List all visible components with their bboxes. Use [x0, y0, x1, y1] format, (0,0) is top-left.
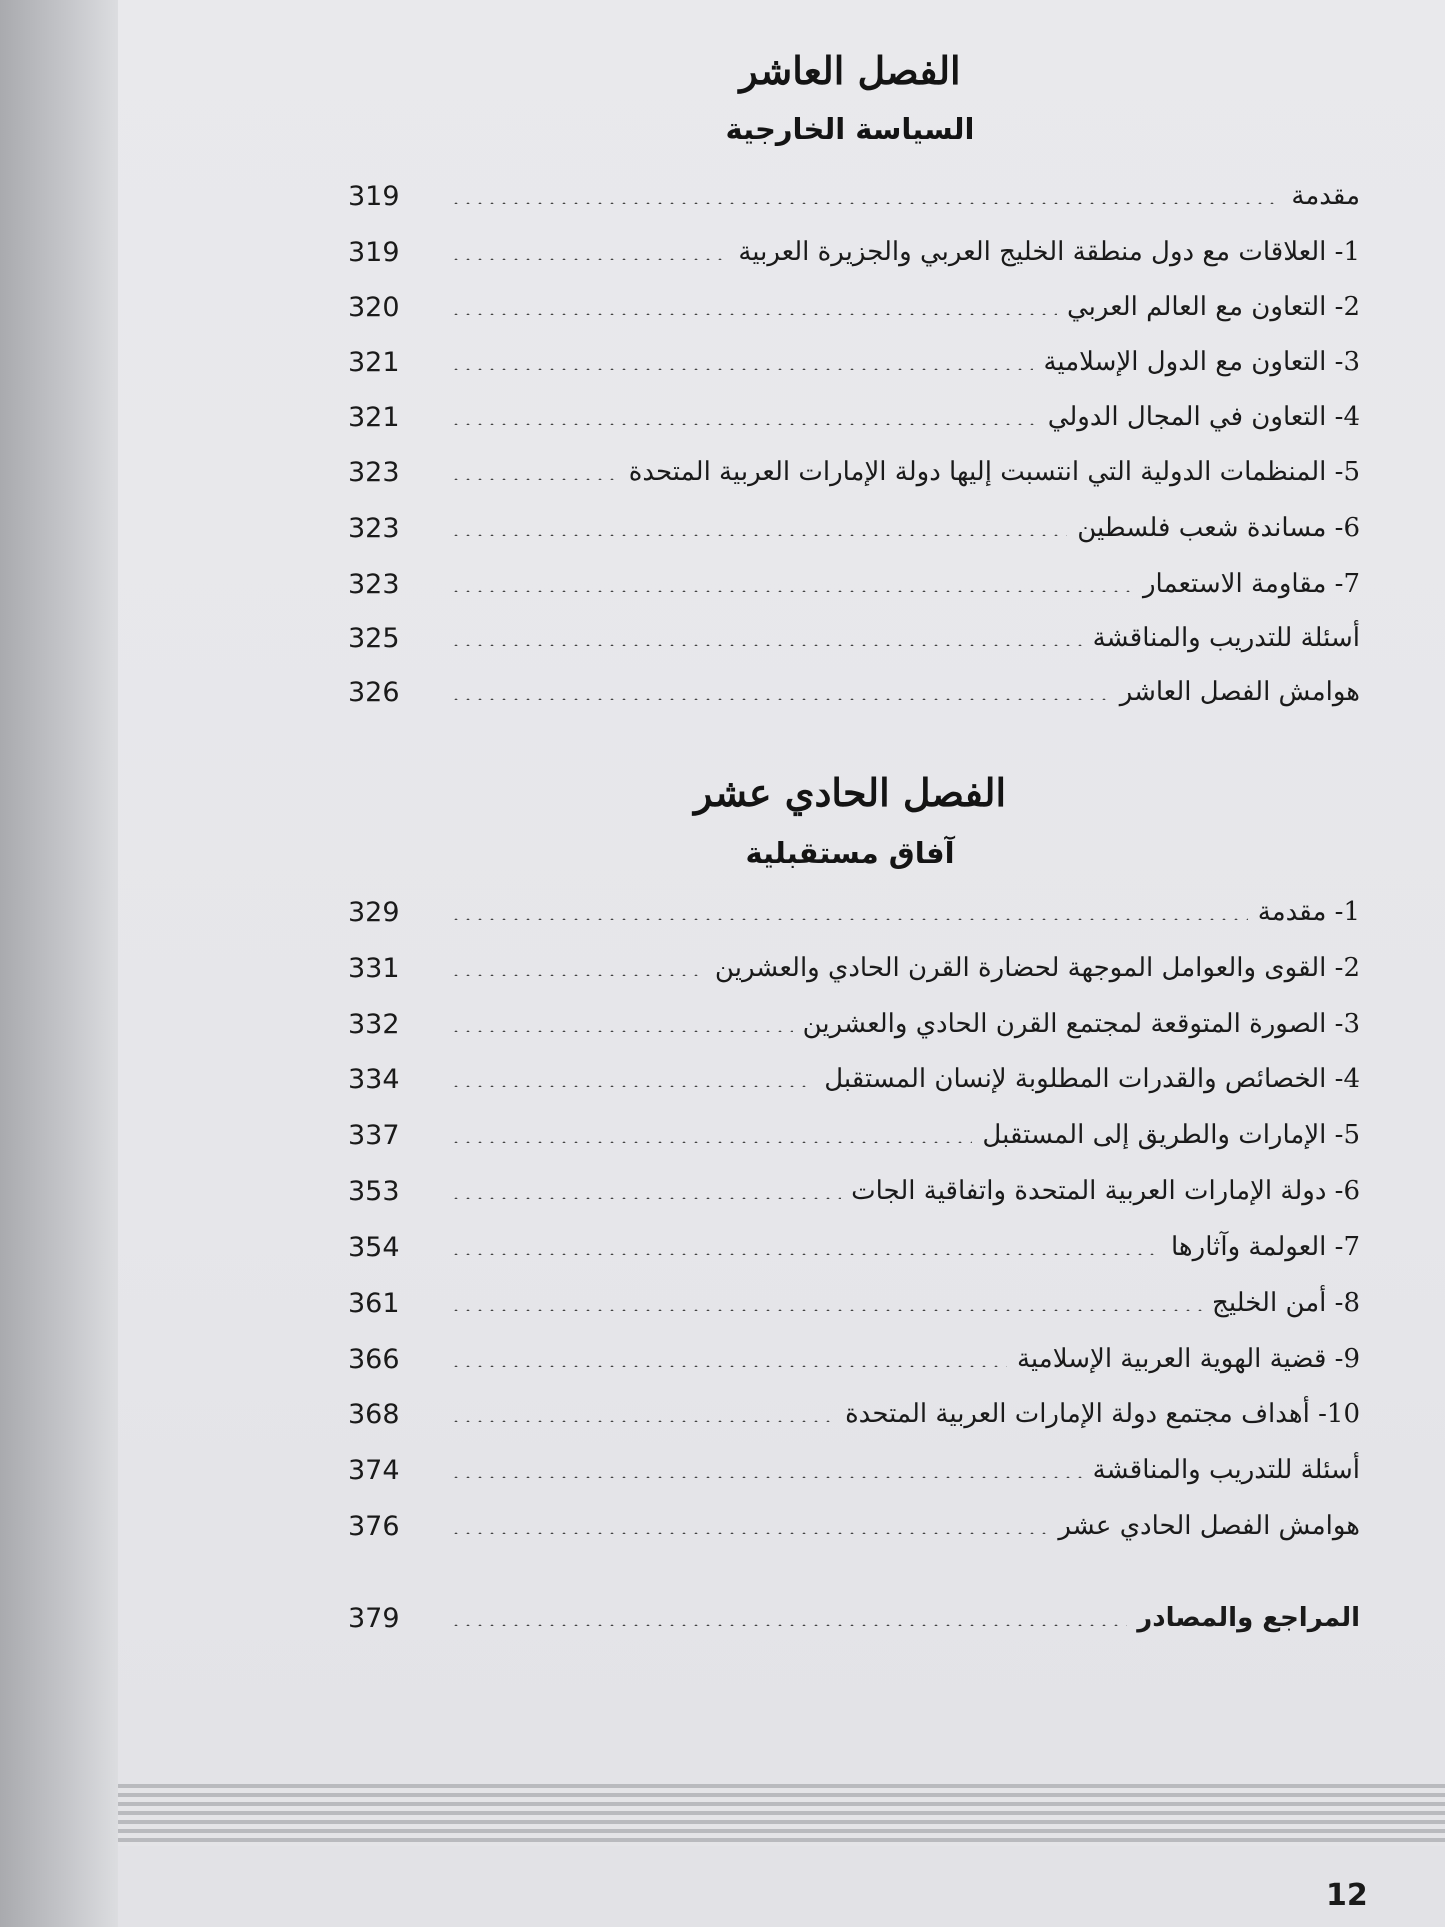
toc-entry-label: 1- مقدمة [1257, 897, 1360, 927]
toc-entry-label: 5- المنظمات الدولية التي انتسبت إليها دولة الإمارات العربية المتحدة [628, 457, 1360, 487]
toc-entry [340, 393, 1360, 441]
toc-entry [340, 1279, 1360, 1327]
leader-dots [450, 1476, 1083, 1478]
toc-entry-page: 323 [348, 456, 400, 488]
toc-entry-page: 319 [348, 236, 400, 268]
toc-entry-page: 353 [348, 1175, 400, 1207]
toc-entry-page: 379 [348, 1602, 400, 1634]
toc-entry [340, 448, 1360, 496]
leader-dots [450, 313, 1057, 315]
chapter-11-subtitle: آفاق مستقبلية [745, 836, 955, 870]
leader-dots [450, 534, 1067, 536]
toc-entry-page: 320 [348, 291, 400, 323]
leader-dots [450, 368, 1033, 370]
leader-dots [450, 644, 1083, 646]
toc-entry [340, 338, 1360, 386]
toc-entry-label: 3- الصورة المتوقعة لمجتمع القرن الحادي والعشرين [802, 1009, 1360, 1039]
leader-dots [450, 423, 1038, 425]
toc-entry-label: 3- التعاون مع الدول الإسلامية [1043, 347, 1360, 377]
toc-entry-label: 1- العلاقات مع دول منطقة الخليج العربي والجزيرة العربية [738, 237, 1360, 267]
toc-entry-label: 7- مقاومة الاستعمار [1142, 569, 1360, 599]
toc-entry-page: 319 [348, 180, 400, 212]
toc-entry [340, 614, 1360, 662]
leader-dots [450, 202, 1281, 204]
toc-entry-page: 332 [348, 1008, 400, 1040]
toc-entry-page: 334 [348, 1063, 400, 1095]
leader-dots [450, 1309, 1202, 1311]
toc-entry-label: 8- أمن الخليج [1212, 1288, 1360, 1318]
table-of-contents [340, 0, 1360, 1700]
toc-entry [340, 228, 1360, 276]
leader-dots [450, 918, 1248, 920]
toc-entry-label: 9- قضية الهوية العربية الإسلامية [1016, 1344, 1360, 1374]
leader-dots [450, 478, 619, 480]
toc-entry [340, 1223, 1360, 1271]
toc-entry-label: 10- أهداف مجتمع دولة الإمارات العربية المتحدة [845, 1399, 1360, 1429]
toc-entry-label: 2- التعاون مع العالم العربي [1066, 292, 1360, 322]
toc-entry-references [340, 1594, 1360, 1642]
leader-dots [450, 1253, 1161, 1255]
toc-entry-page: 326 [348, 676, 400, 708]
toc-entry-label: هوامش الفصل الحادي عشر [1058, 1511, 1360, 1541]
leader-dots [450, 1420, 835, 1422]
toc-entry-label: 7- العولمة وآثارها [1171, 1232, 1360, 1262]
toc-entry-label: 4- الخصائص والقدرات المطلوبة لإنسان المستقبل [824, 1064, 1360, 1094]
toc-entry-page: 376 [348, 1510, 400, 1542]
toc-entry [340, 172, 1360, 220]
toc-entry-label: أسئلة للتدريب والمناقشة [1092, 623, 1360, 653]
chapter-10-subtitle: السياسة الخارجية [725, 112, 975, 146]
toc-entry-page: 325 [348, 622, 400, 654]
toc-entry-label: 2- القوى والعوامل الموجهة لحضارة القرن الحادي والعشرين [714, 953, 1360, 983]
leader-dots [450, 1085, 814, 1087]
toc-entry [340, 944, 1360, 992]
toc-entry-label: أسئلة للتدريب والمناقشة [1092, 1455, 1360, 1485]
toc-entry-page: 321 [348, 401, 400, 433]
leader-dots [450, 1365, 1007, 1367]
toc-entry [340, 1167, 1360, 1215]
leader-dots [450, 1030, 793, 1032]
toc-entry [340, 888, 1360, 936]
toc-entry [340, 1335, 1360, 1383]
toc-entry-label: هوامش الفصل العاشر [1119, 677, 1360, 707]
leader-dots [450, 1197, 841, 1199]
toc-entry-page: 374 [348, 1454, 400, 1486]
toc-entry-page: 337 [348, 1119, 400, 1151]
leader-dots [450, 974, 705, 976]
toc-entry [340, 560, 1360, 608]
toc-entry-label: 4- التعاون في المجال الدولي [1047, 402, 1360, 432]
toc-entry [340, 668, 1360, 716]
toc-entry [340, 1055, 1360, 1103]
toc-entry-label: 5- الإمارات والطريق إلى المستقبل [982, 1120, 1360, 1150]
toc-entry [340, 1446, 1360, 1494]
toc-entry-page: 354 [348, 1231, 400, 1263]
chapter-11-title: الفصل الحادي عشر [694, 770, 1006, 815]
toc-entry-page: 329 [348, 896, 400, 928]
toc-entry-label: المراجع والمصادر [1137, 1603, 1360, 1633]
toc-entry-page: 321 [348, 346, 400, 378]
decorative-footer-stripes [118, 1784, 1445, 1846]
toc-entry-page: 323 [348, 568, 400, 600]
toc-entry-page: 323 [348, 512, 400, 544]
toc-entry [340, 283, 1360, 331]
toc-entry-page: 361 [348, 1287, 400, 1319]
toc-entry-label: 6- مساندة شعب فلسطين [1077, 513, 1360, 543]
toc-entry-label: 6- دولة الإمارات العربية المتحدة واتفاقية الجات [851, 1176, 1360, 1206]
toc-entry-page: 331 [348, 952, 400, 984]
toc-entry [340, 1000, 1360, 1048]
page-number: 12 [1326, 1878, 1368, 1913]
leader-dots [450, 1141, 972, 1143]
leader-dots [450, 698, 1110, 700]
leader-dots [450, 258, 728, 260]
toc-entry [340, 1111, 1360, 1159]
leader-dots [450, 1624, 1127, 1626]
toc-entry-page: 368 [348, 1398, 400, 1430]
leader-dots [450, 590, 1133, 592]
chapter-10-title: الفصل العاشر [739, 48, 961, 93]
toc-entry-page: 366 [348, 1343, 400, 1375]
toc-entry [340, 1390, 1360, 1438]
toc-entry [340, 504, 1360, 552]
book-gutter [0, 0, 118, 1927]
toc-entry-label: مقدمة [1291, 181, 1360, 211]
leader-dots [450, 1532, 1048, 1534]
toc-entry [340, 1502, 1360, 1550]
